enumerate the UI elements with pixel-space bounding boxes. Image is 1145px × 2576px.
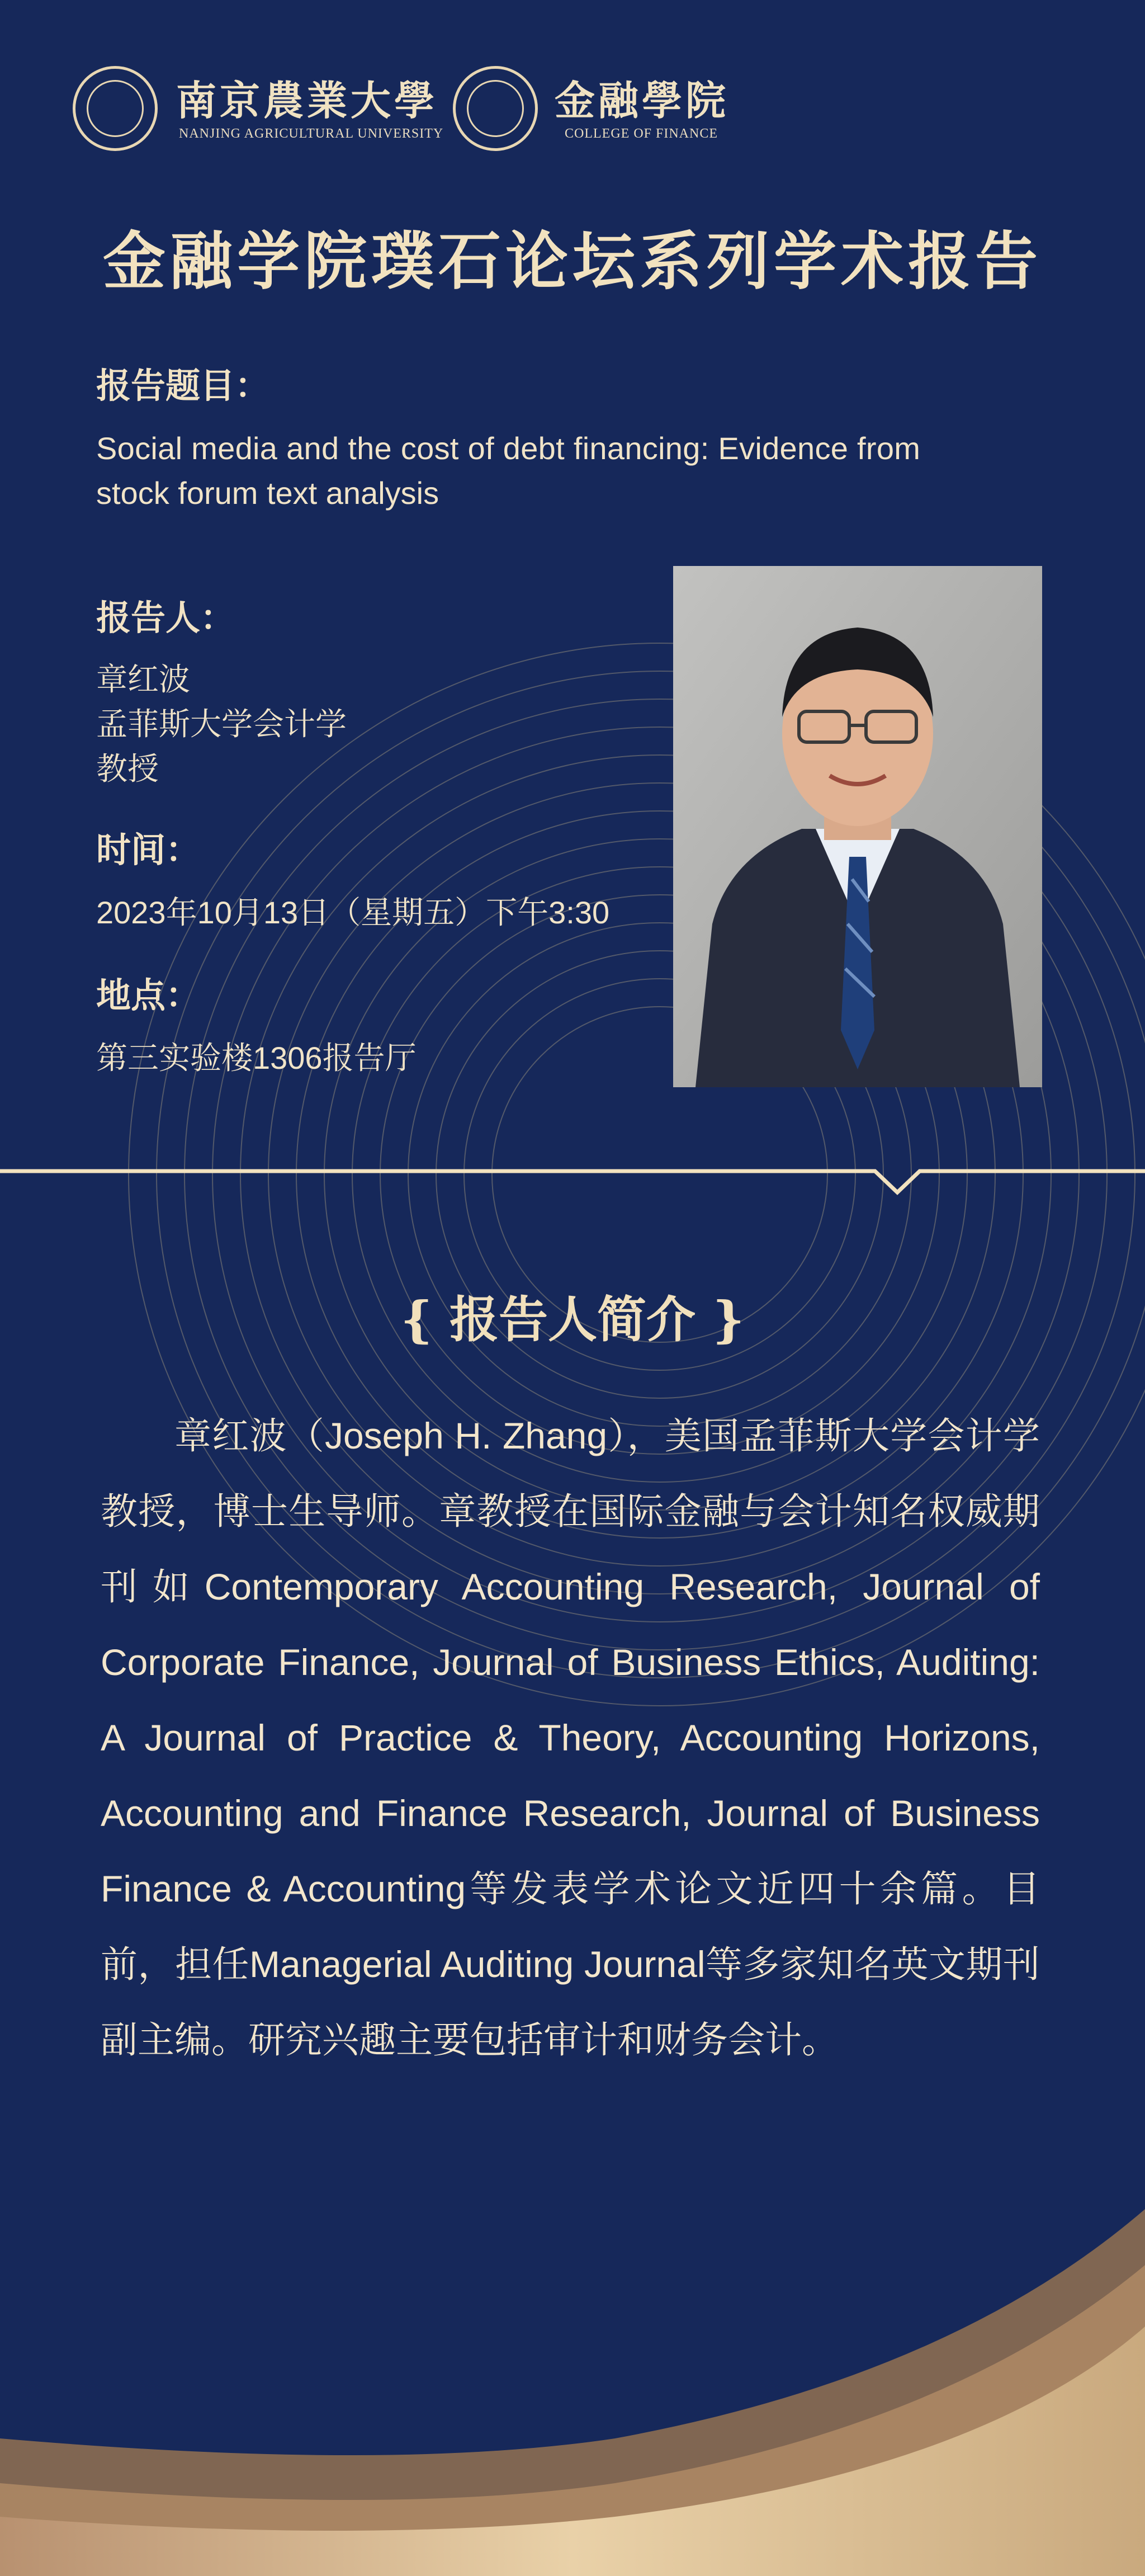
speaker-info (96, 657, 347, 791)
college-name-en: COLLEGE OF FINANCE (565, 126, 718, 141)
header-logos (67, 66, 1073, 155)
university-seal-icon (73, 66, 158, 151)
speaker-affiliation: 孟菲斯大学会计学 (96, 706, 347, 742)
speaker-name: 章红波 (96, 662, 190, 697)
college-name-cn: 金融學院 (555, 77, 730, 124)
time-text: 2023年10月13日（星期五）下午3:30 (96, 895, 610, 930)
topic-line-1: Social media and the cost of debt financing: Evidence from (96, 431, 921, 466)
bio-text: 章红波（Joseph H. Zhang），美国孟菲斯大学会计学教授，博士生导师。章教授在国际金融与会计知名权威期刊如Contemporary Accounting Research, Journal of Corporate Finance, Journal of Business Ethics, Auditing: A Journal of Practice & Theory, Accounting Horizons, Accounting and Finance Research, Journal of Business Finance & Accounting等发表学术论文近四十余篇。目前，担任Managerial Auditing Journal等多家知名英文期刊副主编。研究兴趣主要包括审计和财务会计。 (101, 1415, 1040, 2060)
topic-text (96, 426, 1047, 516)
speaker-photo (673, 566, 1042, 1087)
university-name-en: NANJING AGRICULTURAL UNIVERSITY (179, 126, 444, 141)
speaker-label: 报告人： (96, 597, 235, 638)
bio-heading: { 报告人简介 } (400, 1290, 745, 1348)
main-title: 金融学院璞石论坛系列学术报告 (103, 225, 1042, 298)
time-label: 时间： (96, 829, 201, 870)
university-name-cn: 南京農業大學 (176, 77, 438, 124)
location-text: 第三实验楼1306报告厅 (96, 1040, 417, 1075)
college-seal-icon (453, 66, 538, 151)
topic-label: 报告题目： (96, 365, 270, 406)
speaker-title: 教授 (96, 751, 159, 786)
location-label: 地点： (96, 975, 201, 1016)
section-divider (0, 1168, 1145, 1201)
topic-line-2: stock forum text analysis (96, 475, 439, 511)
bottom-swoosh (0, 2125, 1145, 2576)
speaker-portrait (673, 566, 1042, 1087)
